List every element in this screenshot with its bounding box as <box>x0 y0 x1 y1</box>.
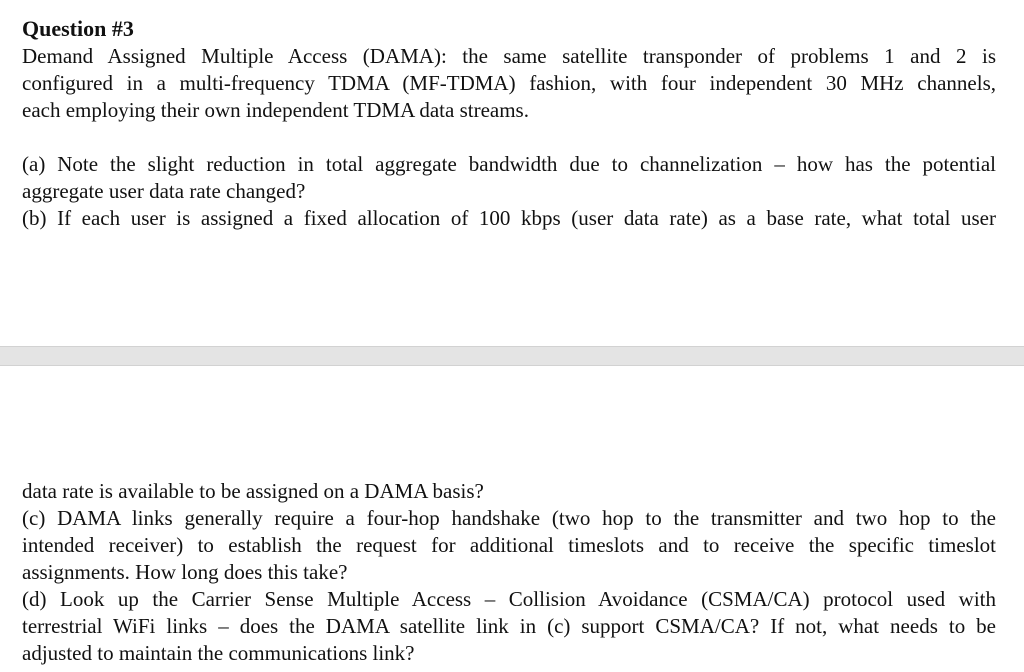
part-c-line-3: assignments. How long does this take? <box>22 560 348 584</box>
part-d-line-1: (d) Look up the Carrier Sense Multiple Access – Collision Avoidance (CSMA/CA) protocol used with <box>22 587 996 611</box>
intro-line-2: configured in a multi-frequency TDMA (MF-TDMA) fashion, with four independent 30 MHz channels, <box>22 71 996 95</box>
page-bottom-section <box>0 366 1024 672</box>
question-title: Question #3 <box>22 16 134 41</box>
part-c-line-1: (c) DAMA links generally require a four-hop handshake (two hop to the transmitter and two hop to the <box>22 506 996 530</box>
part-a-paragraph <box>22 151 996 205</box>
part-b-paragraph-start <box>22 205 996 232</box>
part-c-line-2: intended receiver) to establish the request for additional timeslots and to receive the specific timeslot <box>22 533 996 557</box>
page-break-separator <box>0 346 1024 366</box>
intro-line-1: Demand Assigned Multiple Access (DAMA): the same satellite transponder of problems 1 and 2 is <box>22 44 996 68</box>
part-c-paragraph <box>22 505 996 586</box>
part-a-line-2: aggregate user data rate changed? <box>22 179 306 203</box>
part-b-paragraph-end <box>22 478 996 505</box>
part-d-line-3: adjusted to maintain the communications link? <box>22 641 415 665</box>
part-b-line-2: data rate is available to be assigned on a DAMA basis? <box>22 479 484 503</box>
part-d-paragraph <box>22 586 996 667</box>
part-d-line-2: terrestrial WiFi links – does the DAMA satellite link in (c) support CSMA/CA? If not, what needs to be <box>22 614 996 638</box>
part-b-line-1: (b) If each user is assigned a fixed allocation of 100 kbps (user data rate) as a base rate, what total user <box>22 206 996 230</box>
part-a-line-1: (a) Note the slight reduction in total aggregate bandwidth due to channelization – how has the potential <box>22 152 996 176</box>
intro-line-3: each employing their own independent TDMA data streams. <box>22 98 529 122</box>
intro-paragraph <box>22 43 996 124</box>
